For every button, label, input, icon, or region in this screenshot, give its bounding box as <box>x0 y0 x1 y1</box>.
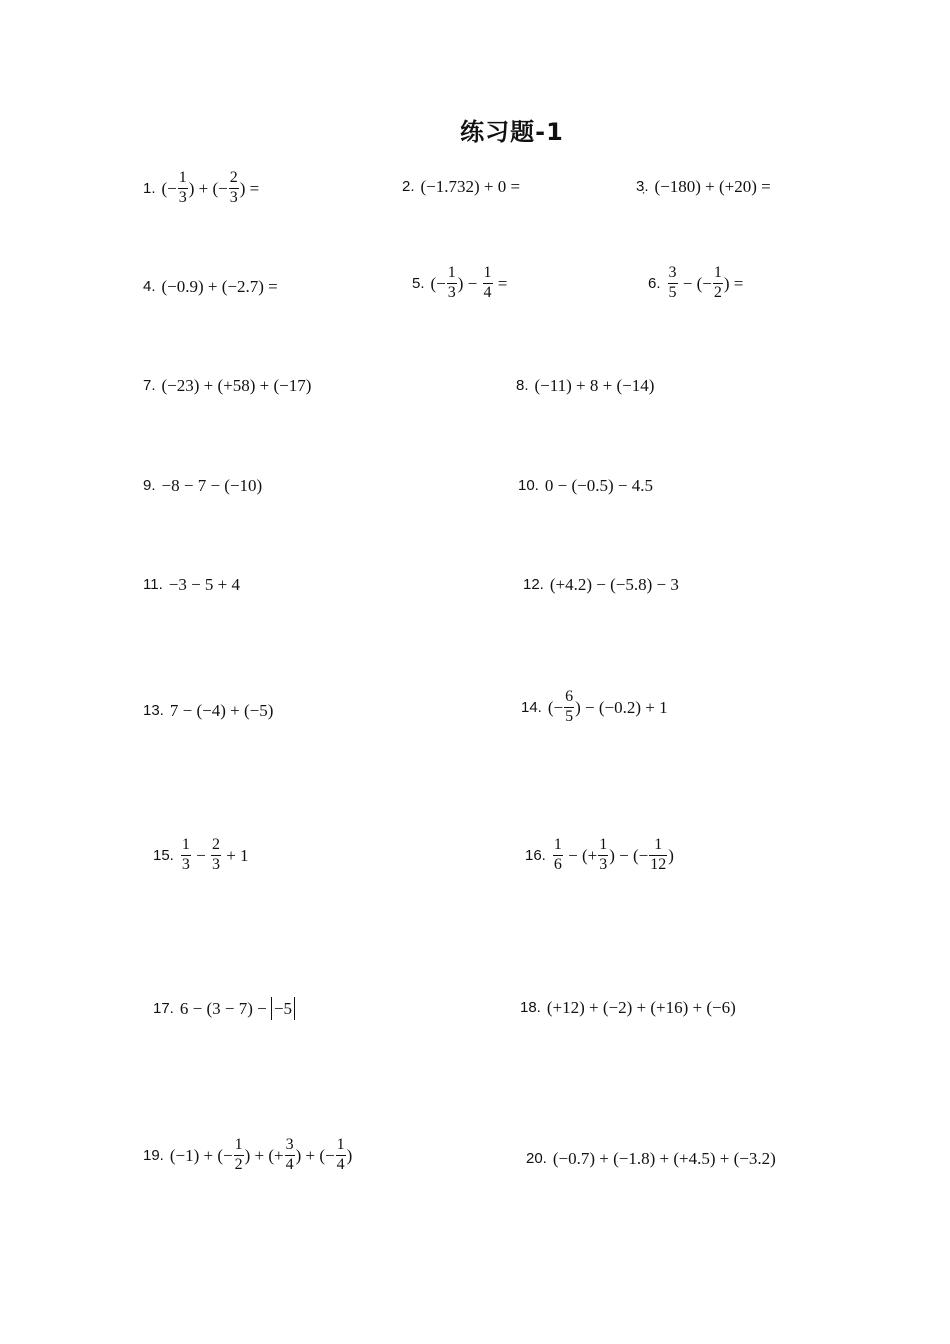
expr-text: ) − <box>457 273 482 293</box>
problem-number: 1. <box>143 179 156 197</box>
expression <box>545 477 653 494</box>
expression <box>655 178 771 195</box>
expression <box>180 997 295 1020</box>
problem-1 <box>143 170 259 207</box>
expression <box>431 265 508 302</box>
problem-number: 15. <box>153 846 174 864</box>
expr-text: + 1 <box>221 845 249 865</box>
denominator: 4 <box>336 1155 345 1173</box>
expr-text: ) = <box>239 178 260 198</box>
problem-number: 14. <box>521 698 542 716</box>
expr-text: (−23) + (+58) + (−17) <box>161 376 312 395</box>
expr-text: 0 − (−0.5) − 4.5 <box>544 476 653 495</box>
expr-text: − (− <box>678 273 712 293</box>
denominator: 3 <box>599 855 608 873</box>
denominator: 3 <box>447 283 456 301</box>
denominator: 5 <box>565 707 574 725</box>
expression <box>552 837 674 874</box>
numerator: 1 <box>181 836 190 853</box>
expr-text: ) − (− <box>609 845 649 865</box>
expr-text: (+4.2) − (−5.8) − 3 <box>549 575 679 594</box>
problem-number: 20. <box>526 1150 547 1167</box>
denominator: 3 <box>181 855 190 873</box>
expression <box>162 278 278 295</box>
fraction <box>285 1137 295 1174</box>
expr-text: −3 − 5 + 4 <box>168 575 241 594</box>
problem-18 <box>520 999 736 1016</box>
numerator: 3 <box>285 1136 294 1153</box>
denominator: 5 <box>668 283 677 301</box>
expression <box>180 837 249 874</box>
expr-text: ) + (+ <box>244 1145 284 1165</box>
problem-number: 12. <box>523 576 544 593</box>
fraction <box>447 265 457 302</box>
fraction <box>211 837 221 874</box>
fraction <box>336 1137 346 1174</box>
fraction <box>178 170 188 207</box>
numerator: 1 <box>654 836 663 853</box>
expr-text: ) + (− <box>188 178 228 198</box>
problem-6 <box>648 265 743 302</box>
expr-text: = <box>493 273 508 293</box>
denominator: 6 <box>553 855 562 873</box>
problem-16 <box>525 837 674 874</box>
problem-number: 3.̣ <box>636 178 649 195</box>
expr-text: −8 − 7 − (−10) <box>161 476 263 495</box>
problem-number: 10. <box>518 477 539 494</box>
problem-number: 4. <box>143 278 156 295</box>
denominator: 3 <box>178 188 187 206</box>
denominator: 2 <box>713 283 722 301</box>
expression <box>162 377 312 394</box>
problem-15 <box>153 837 249 874</box>
expression <box>667 265 744 302</box>
fraction <box>234 1137 244 1174</box>
numerator: 3 <box>668 264 677 281</box>
expr-text: (− <box>547 697 564 717</box>
problem-12 <box>523 576 679 593</box>
expression <box>170 1137 352 1174</box>
expr-text: ) <box>668 845 674 865</box>
expr-text: (−1.732) + 0 = <box>420 177 521 196</box>
expression <box>169 576 240 593</box>
problem-number: 11. <box>143 576 163 593</box>
expression <box>535 377 655 394</box>
expr-text: (− <box>430 273 446 293</box>
expression <box>162 477 263 494</box>
numerator: 1 <box>713 264 722 281</box>
problem-10 <box>518 477 653 494</box>
problem-number: 6. <box>648 274 661 292</box>
problem-7 <box>143 377 311 394</box>
problem-number: 16. <box>525 846 546 864</box>
numerator: 2 <box>229 169 238 186</box>
problem-20 <box>526 1150 776 1167</box>
fraction <box>649 837 667 874</box>
problem-14 <box>521 689 668 726</box>
expr-text: (−11) + 8 + (−14) <box>534 376 655 395</box>
expr-text: (−0.9) + (−2.7) = <box>161 277 278 296</box>
problem-11 <box>143 576 240 593</box>
denominator: 2 <box>234 1155 243 1173</box>
expr-text: − <box>191 845 210 865</box>
numerator: 1 <box>553 836 562 853</box>
fraction <box>598 837 608 874</box>
problem-2 <box>402 178 520 195</box>
problem-number: 5. <box>412 274 425 292</box>
expr-text: 7 − (−4) + (−5) <box>169 701 274 720</box>
page-title: 练习题-1 <box>460 118 564 146</box>
absolute-value: −5 <box>271 997 295 1020</box>
numerator: 1 <box>234 1136 243 1153</box>
expression <box>553 1150 776 1167</box>
numerator: 2 <box>211 836 220 853</box>
expression <box>421 178 521 195</box>
fraction <box>564 689 574 726</box>
fraction <box>483 265 493 302</box>
numerator: 1 <box>447 264 456 281</box>
expr-text: ) − (−0.2) + 1 <box>575 697 668 717</box>
problem-number: 19. <box>143 1146 164 1164</box>
expr-text: (−180) + (+20) = <box>654 177 771 196</box>
expr-text: 6 − (3 − 7) − <box>179 999 271 1018</box>
numerator: 1 <box>178 169 187 186</box>
problem-number: 9. <box>143 477 156 494</box>
expr-text: (−1) + (− <box>169 1145 233 1165</box>
problem-19 <box>143 1137 352 1174</box>
fraction <box>181 837 191 874</box>
problem-9 <box>143 477 262 494</box>
problem-number: 8. <box>516 377 529 394</box>
expr-text: ) <box>346 1145 353 1165</box>
expr-text: ) = <box>723 273 744 293</box>
problem-number: 13. <box>143 702 164 719</box>
problem-17 <box>153 997 295 1020</box>
problem-number: 2. <box>402 178 415 195</box>
expr-text: (− <box>161 178 177 198</box>
numerator: 1 <box>599 836 608 853</box>
expression <box>550 576 679 593</box>
expr-text: ) + (− <box>295 1145 335 1165</box>
expression <box>162 170 260 207</box>
problem-13 <box>143 702 273 719</box>
expression <box>548 689 668 726</box>
denominator: 3 <box>211 855 220 873</box>
denominator: 4 <box>285 1155 294 1173</box>
numerator: 6 <box>565 688 574 705</box>
denominator: 4 <box>483 283 492 301</box>
problem-5 <box>412 265 507 302</box>
numerator: 1 <box>336 1136 345 1153</box>
denominator: 3 <box>229 188 238 206</box>
fraction <box>713 265 723 302</box>
problem-number: 7. <box>143 377 156 394</box>
fraction <box>668 265 678 302</box>
expr-text: − (+ <box>563 845 598 865</box>
expression <box>547 999 736 1016</box>
problem-8 <box>516 377 654 394</box>
problem-3 <box>636 178 771 195</box>
expression <box>170 702 274 719</box>
expr-text: (−0.7) + (−1.8) + (+4.5) + (−3.2) <box>552 1149 776 1168</box>
problem-number: 18. <box>520 999 541 1016</box>
expr-text: (+12) + (−2) + (+16) + (−6) <box>546 998 736 1017</box>
fraction <box>229 170 239 207</box>
numerator: 1 <box>483 264 492 281</box>
denominator: 12 <box>650 855 667 873</box>
problem-4 <box>143 278 278 295</box>
fraction <box>553 837 563 874</box>
problem-number: 17. <box>153 1000 174 1017</box>
